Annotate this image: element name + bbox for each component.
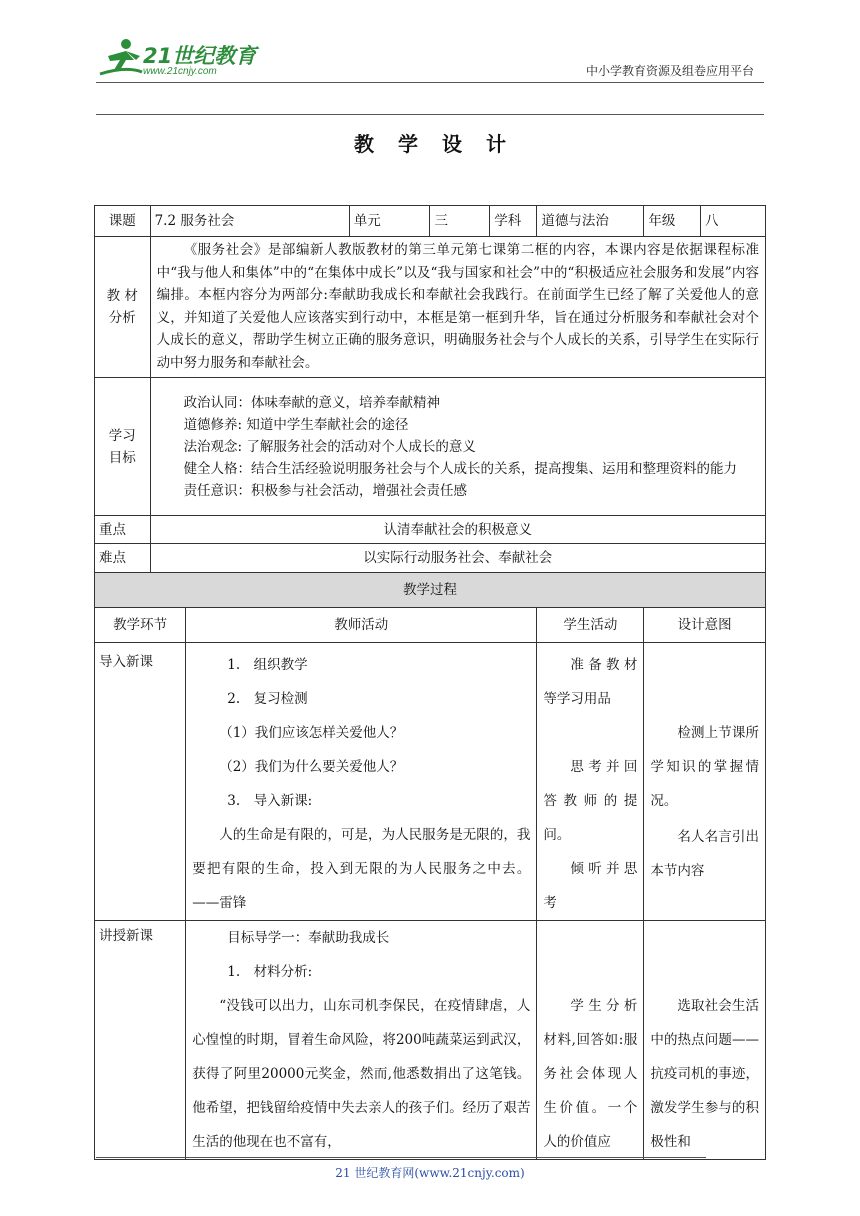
teacher-step: 3. 导入新课: xyxy=(227,793,313,809)
analysis-text: 《服务社会》是部编新人教版教材的第三单元第七课第二框的内容，本课内容是依据课程标准中“我与他人和集体”中的“在集体中成长”以及“我与国家和社会”中的“积极适应社会服务和发展”内容编排。本框内容分为两部分:奉献助我成长和奉献社会我践行。在前面学生已经了解了关爱他人的意义，并知道了关爱他人应该落实到行动中，本框是第一框到升华，旨在通过分析服务和奉献社会对个人成长的意义，帮助学生树立正确的服务意识，明确服务社会与个人成长的关系，引导学生在实际行动中努力服务和奉献社会。 xyxy=(150,237,765,378)
title-rule xyxy=(96,114,764,115)
key-point-value: 认清奉献社会的积极意义 xyxy=(150,516,765,544)
teacher-step: 1. 材料分析: xyxy=(227,964,313,980)
site-tagline: 中小学教育资源及组卷应用平台 xyxy=(585,64,754,78)
logo-text: 21世纪教育 xyxy=(143,44,257,68)
objectives-list xyxy=(150,378,765,516)
footer-link[interactable]: 21 世纪教育网(www.21cnjy.com) xyxy=(335,1166,525,1180)
column-header-design: 设计意图 xyxy=(644,608,766,643)
objectives-row xyxy=(95,378,766,516)
topic-value: 7.2 服务社会 xyxy=(150,206,349,237)
intro-stage: 导入新课 xyxy=(95,643,186,921)
teacher-step: 1. 组织教学 xyxy=(227,657,308,673)
intro-student-activity xyxy=(537,643,644,921)
design-intent-2: 名人名言引出本节内容 xyxy=(650,829,759,879)
subject-label: 学科 xyxy=(490,206,537,237)
teacher-quote: 人的生命是有限的，可是，为人民服务是无限的，我要把有限的生命，投入到无限的为人民服务之中去。 ——雷锋 xyxy=(192,827,531,911)
column-header-teacher: 教师活动 xyxy=(186,608,537,643)
teacher-step: 2. 复习检测 xyxy=(227,691,308,707)
key-point-row xyxy=(95,516,766,544)
logo-url: www.21cnjy.com xyxy=(143,66,217,77)
analysis-row xyxy=(95,237,766,378)
process-header-row xyxy=(95,608,766,643)
intro-row xyxy=(95,643,766,921)
analysis-label-line-1: 教 材 xyxy=(106,288,138,304)
teacher-question: （1）我们应该怎样关爱他人？ xyxy=(219,725,404,741)
column-header-stage: 教学环节 xyxy=(95,608,186,643)
column-header-student: 学生活动 xyxy=(537,608,644,643)
objective-item: 道德修养: 知道中学生奉献社会的途径 xyxy=(183,416,409,433)
grade-value: 八 xyxy=(700,206,765,237)
objectives-label-line-1: 学习 xyxy=(108,427,136,444)
student-activity-2: 思考并回答教师的提问。 xyxy=(543,759,638,843)
difficulty-value: 以实际行动服务社会、奉献社会 xyxy=(150,544,765,573)
design-intent-1: 检测上节课所学知识的掌握情况。 xyxy=(650,725,759,809)
analysis-label-line-2: 分析 xyxy=(108,310,136,326)
objectives-label xyxy=(95,378,151,516)
lesson-plan-table xyxy=(94,205,766,1160)
grade-label: 年级 xyxy=(644,206,701,237)
page-title: 教学设计 xyxy=(354,132,530,156)
key-point-label: 重点 xyxy=(95,516,151,544)
lecture-student-activity xyxy=(537,921,644,1160)
student-activity-3: 倾听并思考 xyxy=(543,861,638,911)
analysis-label xyxy=(95,237,151,378)
objective-item: 法治观念: 了解服务社会的活动对个人成长的意义 xyxy=(183,438,476,455)
difficulty-row xyxy=(95,544,766,573)
objectives-label-line-2: 目标 xyxy=(108,449,136,466)
intro-teacher-activity xyxy=(186,643,537,921)
design-intent: 选取社会生活中的热点问题——抗疫司机的事迹，激发学生参与的积极性和 xyxy=(650,998,759,1150)
lecture-row xyxy=(95,921,766,1160)
teacher-heading: 目标导学一：奉献助我成长 xyxy=(227,930,390,946)
footer-rule xyxy=(96,1157,706,1158)
header-rule xyxy=(96,82,764,83)
process-title: 教学过程 xyxy=(95,573,766,608)
student-activity: 学生分析材料,回答如:服务社会体现人生价值。一个人的价值应 xyxy=(543,998,638,1150)
teacher-material: “没钱可以出力，山东司机李保民，在疫情肆虐，人心惶惶的时期，冒着生命风险，将200吨蔬菜运到武汉，获得了阿里20000元奖金，然而,他悉数捐出了这笔钱。他希望，把钱留给疫情中失去亲人的孩子们。经历了艰苦生活的他现在也不富有， xyxy=(192,998,531,1150)
objective-item: 责任意识：积极参与社会活动，增强社会责任感 xyxy=(183,482,468,499)
objective-item: 政治认同：体味奉献的意义，培养奉献精神 xyxy=(183,394,441,411)
topic-label: 课题 xyxy=(95,206,151,237)
subject-value: 道德与法治 xyxy=(537,206,644,237)
unit-value: 三 xyxy=(430,206,490,237)
intro-design-intent xyxy=(644,643,766,921)
teacher-question: （2）我们为什么要关爱他人？ xyxy=(219,759,404,775)
unit-label: 单元 xyxy=(349,206,430,237)
lecture-teacher-activity xyxy=(186,921,537,1160)
process-title-row xyxy=(95,573,766,608)
info-row xyxy=(95,206,766,237)
lecture-stage: 讲授新课 xyxy=(95,921,186,1160)
objective-item: 健全人格：结合生活经验说明服务社会与个人成长的关系，提高搜集、运用和整理资料的能力 xyxy=(183,460,738,477)
student-activity-1: 准备教材等学习用品 xyxy=(543,657,638,707)
difficulty-label: 难点 xyxy=(95,544,151,573)
lecture-design-intent xyxy=(644,921,766,1160)
